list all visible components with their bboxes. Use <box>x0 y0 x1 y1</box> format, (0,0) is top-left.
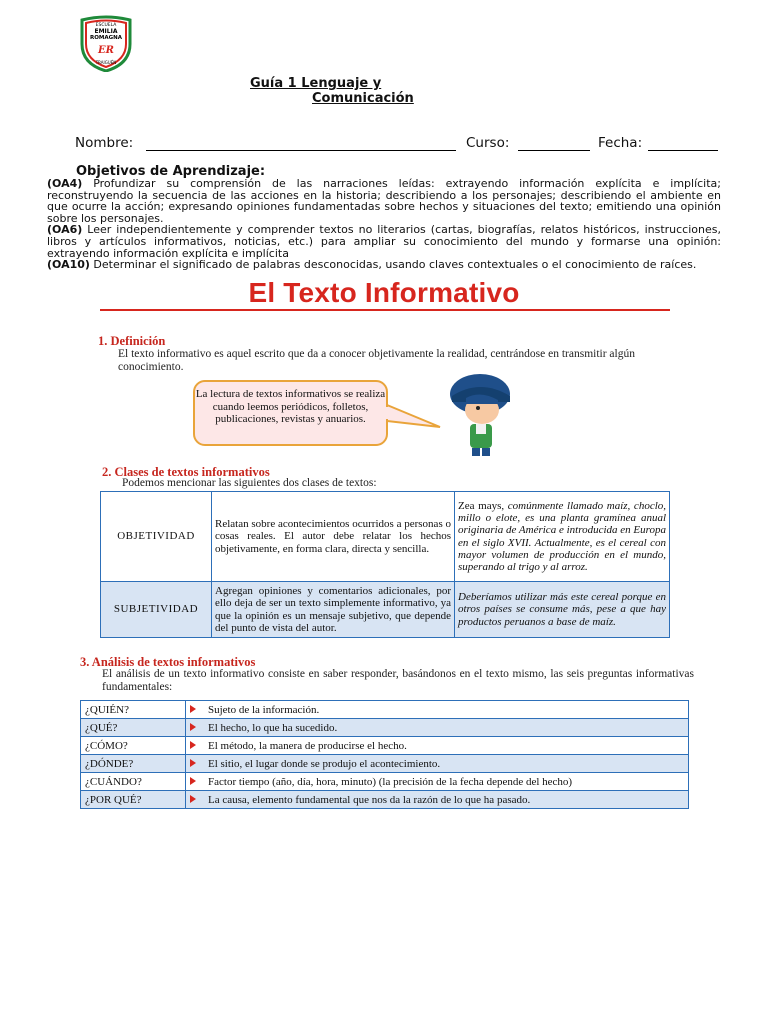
logo-line2: EMILIA <box>94 28 118 35</box>
example-objetividad: Zea mays, comúnmente llamado maíz, choclo, millo o elote, es una planta gramínea anual originaria de América e introducida en Europa en el siglo XVII. Actualmente, es el cereal con mayor volumen de producción en el mundo, superando al trigo y al arroz. <box>455 492 670 582</box>
date-field-line[interactable] <box>648 150 718 151</box>
main-title: El Texto Informativo <box>248 277 520 308</box>
text-types-table <box>100 491 670 638</box>
example-subjetividad: Deberíamos utilizar más este cereal porque en otros países se consume más, pese a que hay productos peruanos a base de maíz. <box>455 582 670 638</box>
course-label: Curso: <box>466 135 510 151</box>
question-cell: ¿DÓNDE? <box>81 755 186 773</box>
arrow-right-icon <box>190 723 196 731</box>
section3-text: El análisis de un texto informativo consiste en saber responder, basándonos en el texto mismo, las seis preguntas informativas fundamentales: <box>102 668 694 693</box>
logo-line1: ESCUELA <box>95 23 117 28</box>
table-row <box>81 791 689 809</box>
table-row <box>81 773 689 791</box>
answer-cell: La causa, elemento fundamental que nos da la razón de lo que ha pasado. <box>204 791 689 809</box>
logo-city: TRAIGUÉN <box>95 60 117 65</box>
answer-cell: El sitio, el lugar donde se produjo el acontecimiento. <box>204 755 689 773</box>
table-row <box>101 582 670 638</box>
type-objetividad: OBJETIVIDAD <box>101 492 212 582</box>
course-field-line[interactable] <box>518 150 590 151</box>
answer-cell: Factor tiempo (año, día, hora, minuto) (la precisión de la fecha depende del hecho) <box>204 773 689 791</box>
speech-bubble-tail <box>385 403 445 433</box>
question-cell: ¿CUÁNDO? <box>81 773 186 791</box>
question-cell: ¿CÓMO? <box>81 737 186 755</box>
section2-text: Podemos mencionar las siguientes dos clases de textos: <box>122 477 377 489</box>
table-row <box>81 701 689 719</box>
answer-cell: El método, la manera de producirse el hecho. <box>204 737 689 755</box>
arrow-right-icon <box>190 705 196 713</box>
title-underline <box>100 309 670 311</box>
section1-text: El texto informativo es aquel escrito que da a conocer objetivamente la realidad, centrándose en transmitir algún conocimiento. <box>118 348 635 373</box>
table-row <box>81 755 689 773</box>
logo-line3: ROMAGNA <box>89 35 123 41</box>
name-field-line[interactable] <box>146 150 456 151</box>
objectives-heading: Objetivos de Aprendizaje: <box>76 164 266 179</box>
date-label: Fecha: <box>598 135 643 151</box>
desc-objetividad: Relatan sobre acontecimientos ocurridos a personas o cosas reales. El autor debe relatar los hechos objetivamente, en forma clara, directa y sencilla. <box>212 492 455 582</box>
question-cell: ¿QUÉ? <box>81 719 186 737</box>
arrow-right-icon <box>190 741 196 749</box>
section1-title: 1. Definición <box>98 334 166 348</box>
table-row <box>81 737 689 755</box>
arrow-right-icon <box>190 759 196 767</box>
guide-title-line2: Comunicación <box>312 91 414 106</box>
questions-table <box>80 700 689 809</box>
answer-cell: El hecho, lo que ha sucedido. <box>204 719 689 737</box>
bubble-text: La lectura de textos informativos se realiza cuando leemos periódicos, folletos, publicaciones, revistas y anuarios. <box>195 388 386 425</box>
objective-oa6: (OA6) Leer independientemente y comprender textos no literarios (cartas, biografías, relatos históricos, instrucciones, libros y artículos informativos, noticias, etc.) para ampliar su conocimiento del mundo y formarse una opinión: extrayendo información explícita e implícita <box>47 223 721 260</box>
guide-title-line1: Guía 1 Lenguaje y <box>250 76 382 91</box>
answer-cell: Sujeto de la información. <box>204 701 689 719</box>
school-crest-logo <box>78 14 134 72</box>
question-cell: ¿POR QUÉ? <box>81 791 186 809</box>
name-label: Nombre: <box>75 135 134 151</box>
speech-bubble <box>193 380 388 446</box>
objectives-list <box>47 178 721 271</box>
section2-title: 2. Clases de textos informativos <box>102 465 270 479</box>
table-row <box>81 719 689 737</box>
logo-initials: ER <box>98 45 114 56</box>
objective-oa10: (OA10) Determinar el significado de palabras desconocidas, usando claves contextuales o el conocimiento de raíces. <box>47 258 697 272</box>
table-row <box>101 492 670 582</box>
type-subjetividad: SUBJETIVIDAD <box>101 582 212 638</box>
student-illustration <box>440 372 520 456</box>
section3-title: 3. Análisis de textos informativos <box>80 655 256 669</box>
question-cell: ¿QUIÉN? <box>81 701 186 719</box>
arrow-right-icon <box>190 795 196 803</box>
objective-oa4: (OA4) Profundizar su comprensión de las narraciones leídas: extrayendo información explícita e implícita; reconstruyendo la secuencia de las acciones en la historia; describiendo a los personajes; describiendo el ambiente en que ocurre la acción; expresando opiniones fundamentadas sobre hechos y situaciones del texto; emitiendo una opinión sobre los personajes. <box>47 177 721 225</box>
desc-subjetividad: Agregan opiniones y comentarios adicionales, por ello deja de ser un texto simplemente informativo, ya que la opinión es un mensaje subjetivo, que depende del punto de vista del autor. <box>212 582 455 638</box>
arrow-right-icon <box>190 777 196 785</box>
